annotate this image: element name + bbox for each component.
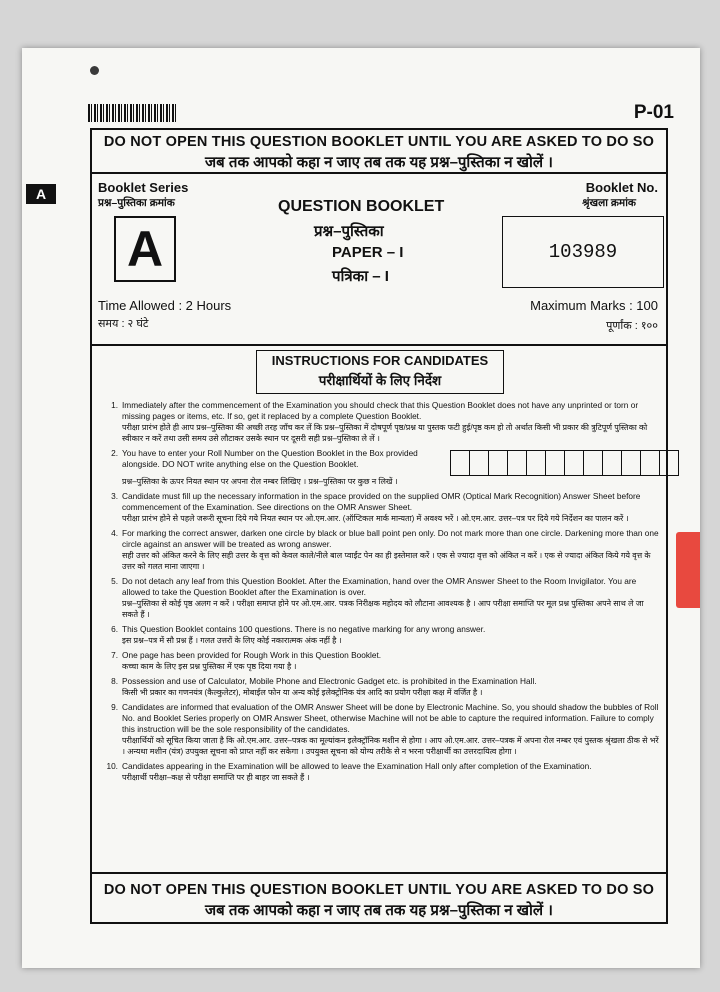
instruction-number: 8. xyxy=(111,676,118,686)
top-warning-banner xyxy=(92,130,666,174)
time-allowed-hi: समय : २ घंटे xyxy=(98,318,149,330)
instruction-text-en: One page has been provided for Rough Work in this Question Booklet. xyxy=(122,650,382,660)
instruction-item xyxy=(100,528,662,572)
instruction-text-hi: इस प्रश्न–पत्र में सौ प्रश्न हैं । गलत उत्तरों के लिए कोई नकारात्मक अंक नहीं है । xyxy=(122,636,342,645)
instruction-text-en: Candidates are informed that evaluation of the OMR Answer Sheet will be done by Electronic Machine. So, you should shadow the bubbles of Roll No. and Booklet Series properly on OMR Answer Sheet, otherwise Machine will not be able to capture the required information. Failure to comply this instruction will be the sole responsibility of the candidates. xyxy=(122,702,659,734)
instruction-text-hi: किसी भी प्रकार का गणनयंत्र (कैल्कुलेटर), मोबाईल फोन या अन्य कोई इलेक्ट्रोनिक यंत्र आदि का प्रयोग परीक्षा कक्ष में वर्जित है । xyxy=(122,688,483,697)
booklet-title: QUESTION BOOKLET xyxy=(278,198,445,215)
instruction-text-hi: कच्चा काम के लिए इस प्रश्न पुस्तिका में एक पृष्ठ दिया गया है । xyxy=(122,662,297,671)
roll-number-box[interactable] xyxy=(450,450,679,476)
instruction-number: 9. xyxy=(111,702,118,712)
instruction-number: 6. xyxy=(111,624,118,634)
barcode xyxy=(88,104,176,122)
paper-number-hi: पत्रिका – I xyxy=(332,268,389,285)
instruction-text-en: Immediately after the commencement of the Examination you should check that this Question Booklet does not have any unprinted or torn or missing pages or items, etc. If so, get it replaced by a complete Question Booklet. xyxy=(122,400,639,421)
maximum-marks: Maximum Marks : 100 xyxy=(530,298,658,313)
instruction-text-hi: परीक्षा प्रारंभ होते ही आप प्रश्न–पुस्तिका की अच्छी तरह जाँच कर लें कि प्रश्न–पुस्तिका में दोषपूर्ण पृष्ठ/प्रश्न या पुस्तक फटी हुई/पृष्ठ कम हो तो अर्थात किसी भी प्रकार की त्रुटिपूर्ण पुस्तिका को स्वीकार न करें तथा उसी समय उसे लौटाकर उसके स्थान पर दूसरी सही प्रश्न–पुस्तिका ले लें । xyxy=(122,423,648,443)
booklet-no-label: Booklet No. xyxy=(585,180,658,195)
instruction-number: 2. xyxy=(111,448,118,458)
instruction-text-hi: प्रश्न–पुस्तिका से कोई पृष्ठ अलग न करें । परीक्षा समाप्त होने पर ओ.एम.आर. पत्रक निरीक्षक महोदय को लौटाना आवश्यक है । आप परीक्षा समाप्ति पर मूल प्रश्न पुस्तिका अपने साथ ले जा सकते हैं । xyxy=(122,599,644,619)
instruction-text-hi: प्रश्न–पुस्तिका के ऊपर नियत स्थान पर अपना रोल नम्बर लिखिए । प्रश्न–पुस्तिका पर कुछ न लिखें । xyxy=(122,477,398,486)
booklet-series-value: A xyxy=(114,216,176,282)
instruction-item xyxy=(100,702,662,757)
red-sticker xyxy=(676,532,700,608)
instruction-item xyxy=(100,650,662,672)
instructions-list xyxy=(100,400,662,787)
instruction-item xyxy=(100,761,662,783)
instructions-title-en: INSTRUCTIONS FOR CANDIDATES xyxy=(271,353,489,368)
booklet-no-label-hi: श्रृंखला क्रमांक xyxy=(582,197,636,209)
instruction-text-en: Do not detach any leaf from this Question Booklet. After the Examination, hand over the OMR Answer Sheet to the Room Invigilator. You are allowed to take the Question Booklet after the Examination is over. xyxy=(122,576,637,597)
bottom-warning-hi: जब तक आपको कहा न जाए तब तक यह प्रश्न–पुस्तिका न खोलें । xyxy=(205,902,553,919)
instruction-item xyxy=(100,624,662,646)
instruction-text-en: Candidates appearing in the Examination will be allowed to leave the Examination Hall only after completion of the Examination. xyxy=(122,761,592,771)
instruction-number: 1. xyxy=(111,400,118,410)
booklet-series-label: Booklet Series xyxy=(98,180,189,195)
instruction-text-hi: सही उत्तर को अंकित करने के लिए सही उत्तर के वृत्त को केवल काले/नीले बाल प्वाईंट पेन का ही इस्तेमाल करें । एक से ज्यादा वृत्त को अंकित न करें । एक से ज्यादा अंकित किये गये वृत्त के उत्तर को गलत माना जाएगा । xyxy=(122,551,651,571)
top-warning-hi: जब तक आपको कहा न जाए तब तक यह प्रश्न–पुस्तिका न खोलें । xyxy=(205,154,553,171)
booklet-header xyxy=(92,174,666,346)
bottom-warning-banner xyxy=(92,872,666,922)
instruction-item xyxy=(100,676,662,698)
instruction-text-hi: परीक्षा प्रारंभ होने से पहले जरूरी सूचना दिये गये नियत स्थान पर ओ.एम.आर. (ऑप्टिकल मार्क मान्यता) में अवश्य भरें । ओ.एम.आर. उत्तर–पत्र पर दिये गये निर्देशन का पालन करें । xyxy=(122,514,629,523)
staple-hole xyxy=(90,66,99,75)
cover-frame xyxy=(90,128,668,924)
paper-code: P-01 xyxy=(633,102,674,123)
instruction-text-hi: परीक्षार्थी परीक्षा–कक्ष से परीक्षा समाप्ति पर ही बाहर जा सकते हैं । xyxy=(122,773,310,782)
instruction-number: 5. xyxy=(111,576,118,586)
time-allowed: Time Allowed : 2 Hours xyxy=(98,298,232,313)
paper-number: PAPER – I xyxy=(332,244,404,261)
booklet-series-label-hi: प्रश्न–पुस्तिका क्रमांक xyxy=(98,197,175,209)
instruction-item xyxy=(100,576,662,620)
instruction-item xyxy=(100,448,662,487)
instruction-text-en: Candidate must fill up the necessary information in the space provided on the supplied OMR (Optical Mark Recognition) Answer Sheet before commencement of the Examination. See directions on the OMR Answer Sheet. xyxy=(122,491,641,512)
instructions-title xyxy=(256,350,504,394)
instruction-item xyxy=(100,400,662,444)
instruction-number: 7. xyxy=(111,650,118,660)
booklet-no-value: 103989 xyxy=(502,216,664,288)
instruction-item xyxy=(100,491,662,524)
instruction-text-hi: परीक्षार्थियों को सूचित किया जाता है कि ओ.एम.आर. उत्तर–पत्रक का मूल्यांकन इलेक्ट्रॉनिक मशीन से होगा । आप ओ.एम.आर. उत्तर–पत्रक में अपना रोल नम्बर एवं पुस्तक श्रृंखला ठीक से भरें । अन्यथा मशीन (यंत्र) उपयुक्त सूचना को प्राप्त नहीं कर सकेगा । उपयुक्त सूचना को योग्य तरीके से न भरना परीक्षार्थी का उत्तरदायित्व होगा । xyxy=(122,736,659,756)
instruction-text-en: For marking the correct answer, darken one circle by black or blue ball point pen only. Do not mark more than one circle. Darkening more than one circle against an answer will be treated as wrong answer. xyxy=(122,528,659,549)
instruction-number: 3. xyxy=(111,491,118,501)
instruction-text-en: This Question Booklet contains 100 questions. There is no negative marking for any wrong answer. xyxy=(122,624,486,634)
instructions-title-hi: परीक्षार्थियों के लिए निर्देश xyxy=(318,373,442,388)
instruction-number: 4. xyxy=(111,528,118,538)
series-side-tab: A xyxy=(26,184,56,204)
bottom-warning-en: DO NOT OPEN THIS QUESTION BOOKLET UNTIL YOU ARE ASKED TO DO SO xyxy=(103,882,655,898)
instruction-text-en: You have to enter your Roll Number on the Question Booklet in the Box provided alongside. DO NOT write anything else on the Question Booklet. xyxy=(122,448,418,469)
top-warning-en: DO NOT OPEN THIS QUESTION BOOKLET UNTIL YOU ARE ASKED TO DO SO xyxy=(103,134,655,150)
instruction-number: 10. xyxy=(106,761,118,771)
booklet-title-hi: प्रश्न–पुस्तिका xyxy=(314,223,384,240)
maximum-marks-hi: पूर्णांक : १०० xyxy=(606,320,658,332)
instruction-text-en: Possession and use of Calculator, Mobile Phone and Electronic Gadget etc. is prohibited in the Examination Hall. xyxy=(122,676,537,686)
